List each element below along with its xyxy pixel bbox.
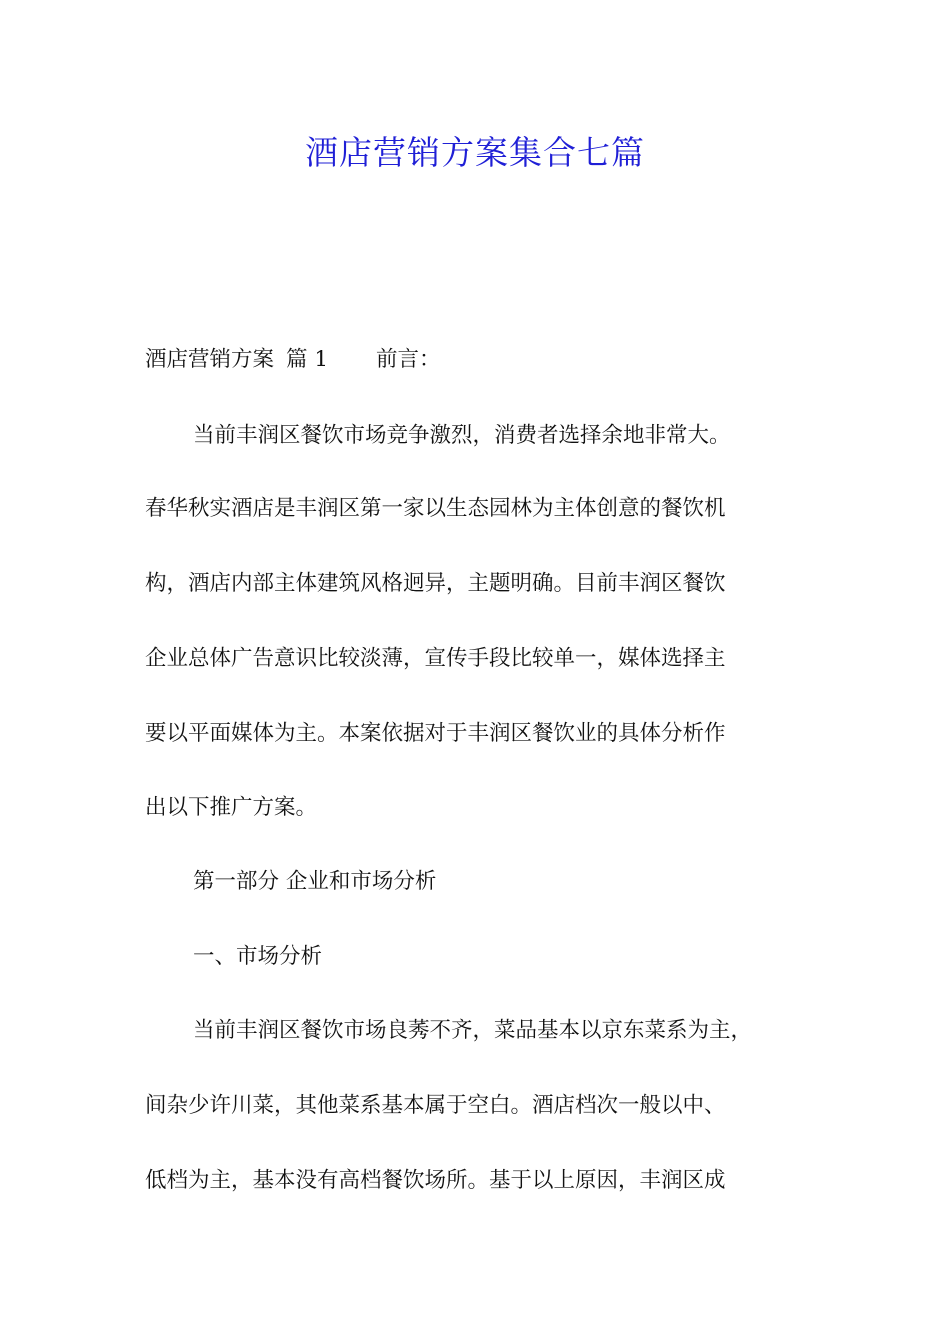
paragraph-line: 企业总体广告意识比较淡薄，宣传手段比较单一，媒体选择主 — [145, 646, 726, 671]
document-title: 酒店营销方案集合七篇 — [305, 133, 645, 172]
paragraph-line: 构，酒店内部主体建筑风格迥异，主题明确。目前丰润区餐饮 — [145, 571, 726, 596]
paragraph-line: 当前丰润区餐饮市场良莠不齐，菜品基本以京东菜系为主， — [193, 1018, 753, 1043]
paragraph-line: 要以平面媒体为主。本案依据对于丰润区餐饮业的具体分析作 — [145, 721, 726, 746]
section-heading-prefix: 酒店营销方案 — [145, 347, 275, 372]
part-heading: 第一部分 企业和市场分析 — [193, 869, 437, 894]
paragraph-line: 出以下推广方案。 — [145, 795, 318, 820]
paragraph-line: 当前丰润区餐饮市场竞争激烈，消费者选择余地非常大。 — [193, 423, 731, 448]
preface-label: 前言： — [376, 347, 441, 372]
section-part-label: 篇 1 — [286, 347, 329, 372]
section-heading-line — [145, 345, 441, 375]
paragraph-line: 春华秋实酒店是丰润区第一家以生态园林为主体创意的餐饮机 — [145, 496, 726, 521]
paragraph-line: 间杂少许川菜，其他菜系基本属于空白。酒店档次一般以中、 — [145, 1093, 726, 1118]
paragraph-line: 低档为主，基本没有高档餐饮场所。基于以上原因，丰润区成 — [145, 1168, 726, 1193]
subsection-heading: 一、市场分析 — [193, 944, 323, 969]
